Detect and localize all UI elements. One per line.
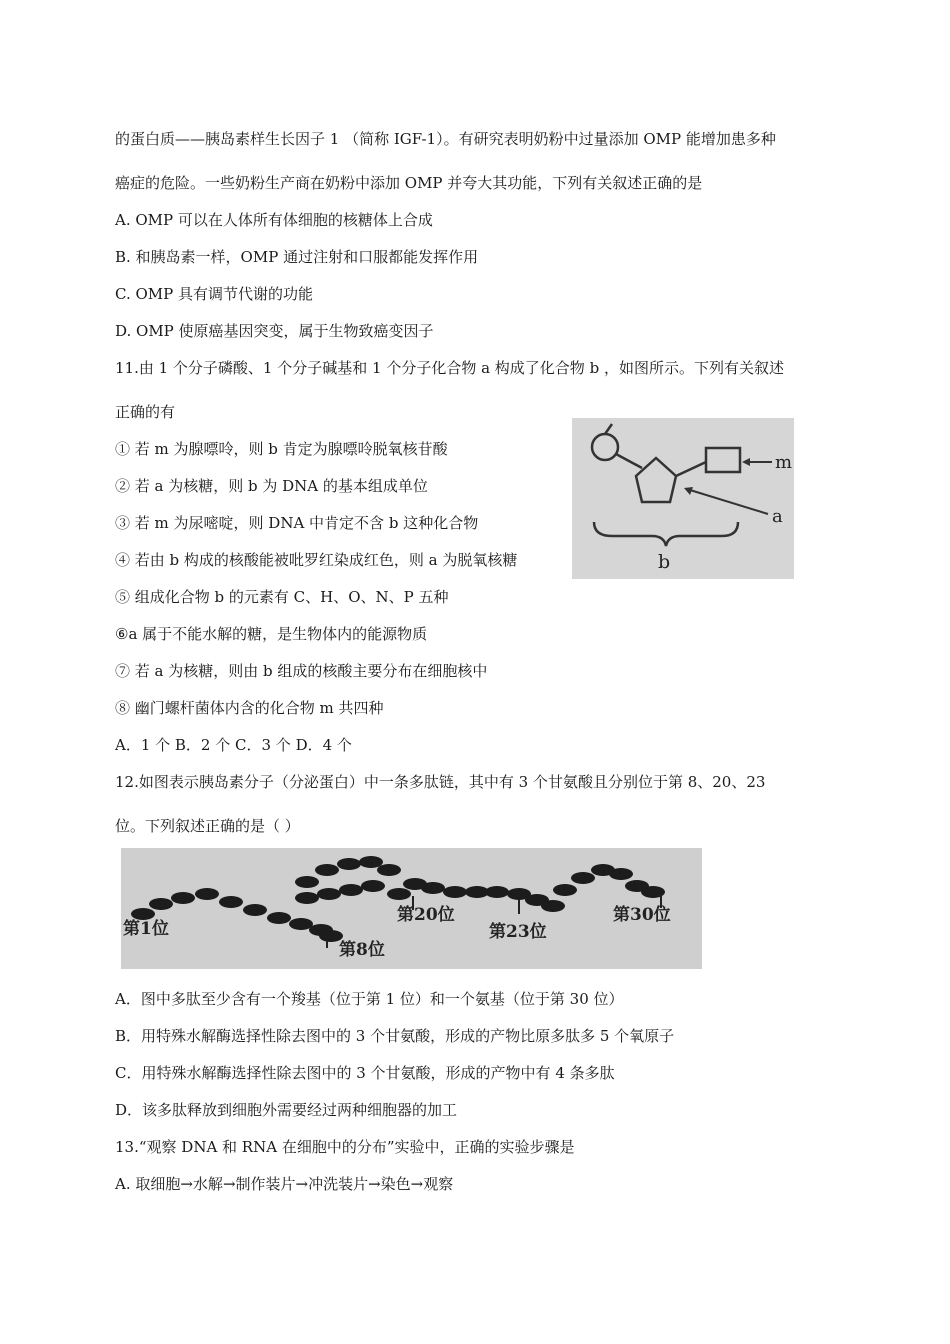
q10-option-b: B. 和胰岛素一样，OMP 通过注射和口服都能发挥作用 [115,248,479,266]
label-a: a [772,506,783,527]
amino-acid-bead [295,876,319,888]
amino-acid-bead [443,886,467,898]
peptide-chain-figure [121,848,702,969]
q11-item-5: ⑤ 组成化合物 b 的元素有 C、H、O、N、P 五种 [115,588,449,606]
q11-item-2: ② 若 a 为核糖，则 b 为 DNA 的基本组成单位 [115,477,428,495]
label-b: b [658,551,671,573]
q12-stem-line-2: 位。下列叙述正确的是（ ） [115,817,300,835]
amino-acid-bead [267,912,291,924]
q13-stem: 13.“观察 DNA 和 RNA 在细胞中的分布”实验中，正确的实验步骤是 [115,1138,575,1156]
q11-stem-line-1: 11.由 1 个分子磷酸、1 个分子碱基和 1 个分子化合物 a 构成了化合物 b ，如图所示。下列有关叙述 [115,359,784,377]
q10-stem-line-2: 癌症的危险。一些奶粉生产商在奶粉中添加 OMP 并夸大其功能，下列有关叙述正确的是 [115,174,703,192]
amino-acid-bead [377,864,401,876]
q12-option-d: D．该多肽释放到细胞外需要经过两种细胞器的加工 [115,1101,458,1119]
q10-stem-line-1: 的蛋白质——胰岛素样生长因子 1 （简称 IGF-1）。有研究表明奶粉中过量添加 OMP 能增加患多种 [115,130,776,148]
amino-acid-bead [171,892,195,904]
label-m: m [775,452,793,473]
q11-item-7: ⑦ 若 a 为核糖，则由 b 组成的核酸主要分布在细胞核中 [115,662,488,680]
amino-acid-bead [219,896,243,908]
q11-item-1: ① 若 m 为腺嘌呤，则 b 肯定为腺嘌呤脱氧核苷酸 [115,440,448,458]
amino-acid-bead [339,884,363,896]
q11-item-8: ⑧ 幽门螺杆菌体内含的化合物 m 共四种 [115,699,384,717]
label-position-23: 第23位 [489,922,547,942]
q11-item-6: ⑥a 属于不能水解的糖，是生物体内的能源物质 [115,625,428,643]
amino-acid-bead [571,872,595,884]
q10-option-c: C. OMP 具有调节代谢的功能 [115,285,313,303]
amino-acid-bead [317,888,341,900]
amino-acid-bead [359,856,383,868]
q11-stem-line-2: 正确的有 [115,403,176,421]
label-position-8: 第8位 [339,940,385,960]
amino-acid-bead [541,900,565,912]
q10-option-d: D. OMP 使原癌基因突变，属于生物致癌变因子 [115,322,434,340]
amino-acid-bead [195,888,219,900]
amino-acid-bead [361,880,385,892]
pentose-sugar [636,458,676,502]
amino-acid-bead [485,886,509,898]
base-box [706,448,740,472]
amino-acid-bead [609,868,633,880]
amino-acid-bead [243,904,267,916]
amino-acid-bead [315,864,339,876]
nucleotide-figure [572,418,794,579]
q11-options: A．1 个 B．2 个 C．3 个 D．4 个 [115,736,352,754]
q12-option-b: B．用特殊水解酶选择性除去图中的 3 个甘氨酸，形成的产物比原多肽多 5 个氧原子 [115,1027,675,1045]
amino-acid-bead [421,882,445,894]
label-position-20: 第20位 [397,905,455,925]
q12-option-a: A．图中多肽至少含有一个羧基（位于第 1 位）和一个氨基（位于第 30 位） [115,990,624,1008]
q12-option-c: C．用特殊水解酶选择性除去图中的 3 个甘氨酸，形成的产物中有 4 条多肽 [115,1064,615,1082]
q11-item-3: ③ 若 m 为尿嘧啶，则 DNA 中肯定不含 b 这种化合物 [115,514,479,532]
q11-item-4: ④ 若由 b 构成的核酸能被吡罗红染成红色，则 a 为脱氧核糖 [115,551,518,569]
amino-acid-bead [337,858,361,870]
q10-option-a: A. OMP 可以在人体所有体细胞的核糖体上合成 [115,211,433,229]
amino-acid-bead [289,918,313,930]
amino-acid-bead [553,884,577,896]
label-position-30: 第30位 [613,905,671,925]
phosphate-circle [592,434,618,460]
amino-acid-bead [387,888,411,900]
amino-acid-bead [149,898,173,910]
q13-option-a: A. 取细胞→水解→制作装片→冲洗装片→染色→观察 [115,1175,454,1193]
label-position-1: 第1位 [123,919,169,939]
amino-acid-bead [295,892,319,904]
q12-stem-line-1: 12.如图表示胰岛素分子（分泌蛋白）中一条多肽链，其中有 3 个甘氨酸且分别位于第 8、20、23 [115,773,766,791]
